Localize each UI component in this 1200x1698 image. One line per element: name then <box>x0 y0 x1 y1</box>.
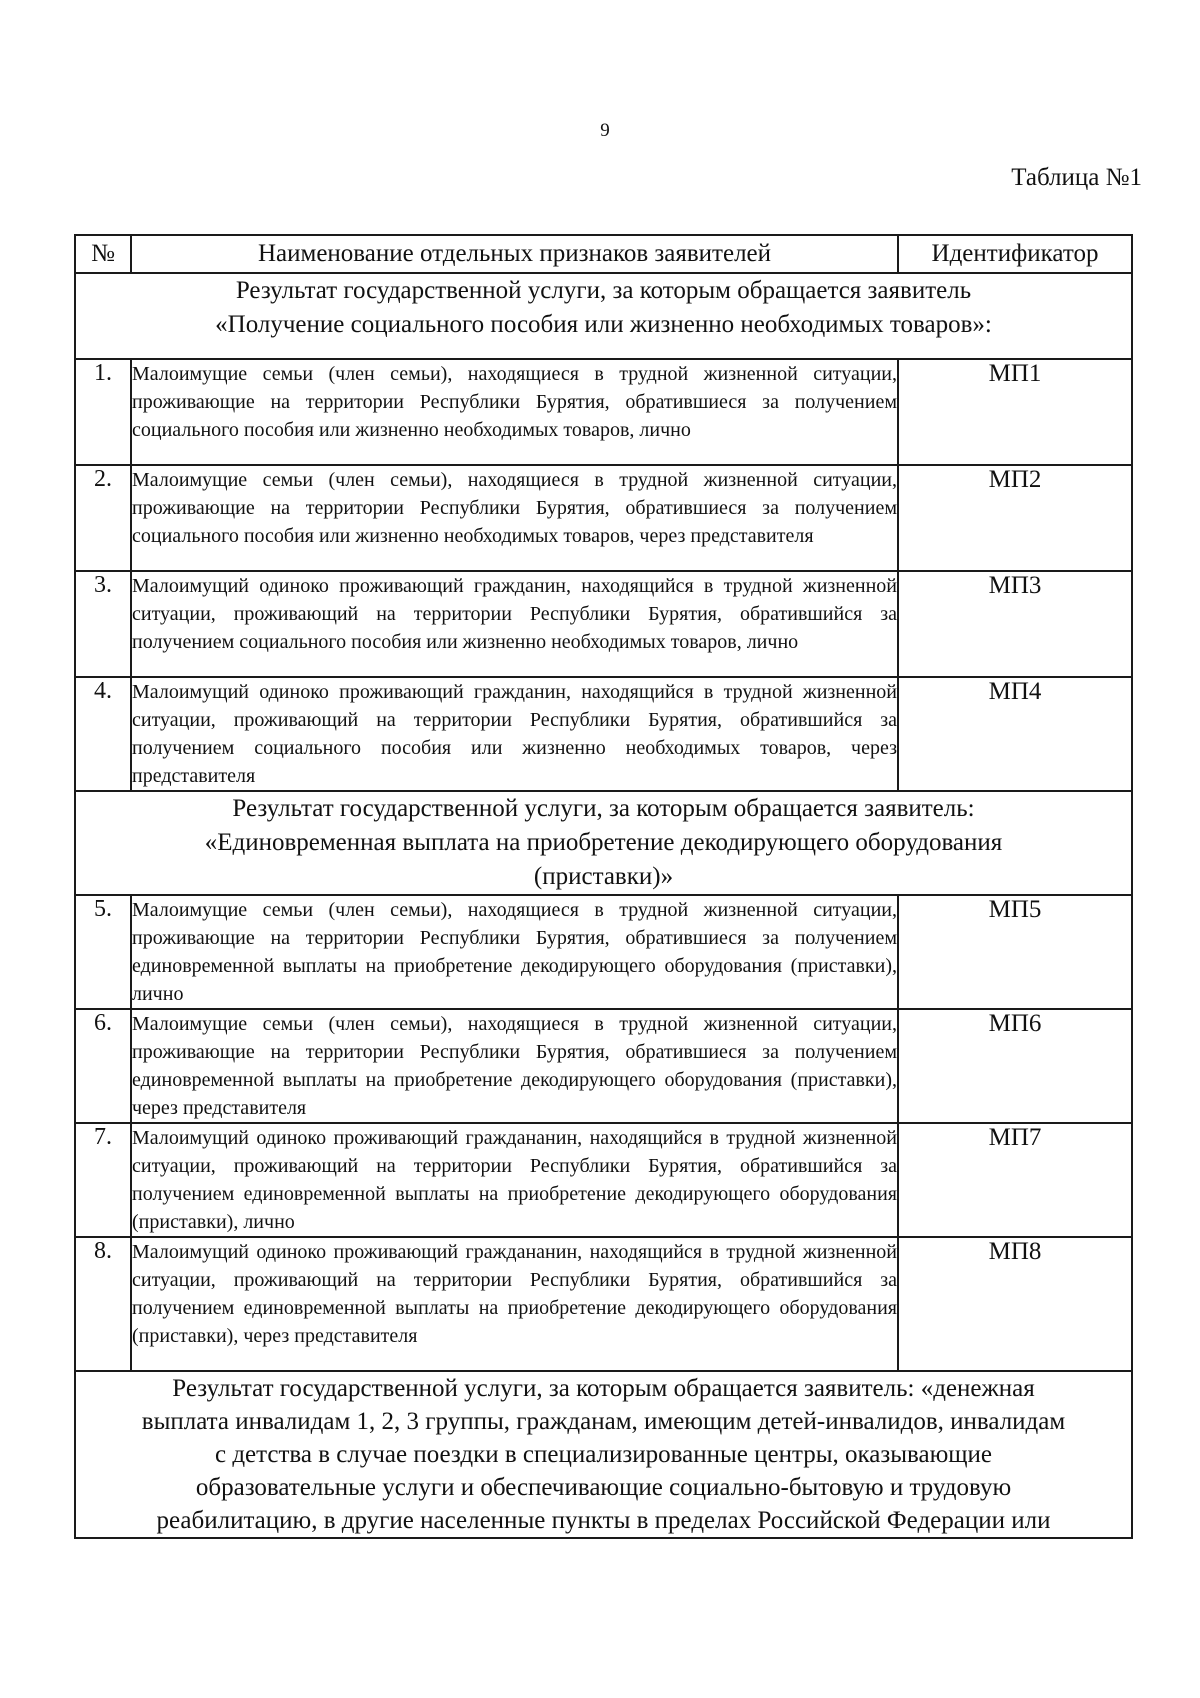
row-description: Малоимущий одиноко проживающий граждананин, находящийся в трудной жизненной ситуации, проживающий на территории Республики Бурятия, обратившийся за получением единовременной выплаты на приобретение декодирующего оборудования (приставки), лично <box>131 1123 898 1237</box>
row-description: Малоимущие семьи (член семьи), находящиеся в трудной жизненной ситуации, проживающие на территории Республики Бурятия, обратившиеся за получением социального пособия или жизненно необходимых товаров, лично <box>131 359 898 465</box>
section-heading-line: реабилитацию, в другие населенные пункты в пределах Российской Федерации или <box>156 1507 1051 1534</box>
header-identifier: Идентификатор <box>898 235 1132 273</box>
row-description: Малоимущий одиноко проживающий гражданин, находящийся в трудной жизненной ситуации, проживающий на территории Республики Бурятия, обратившийся за получением социального пособия или жизненно необходимых товаров, лично <box>131 571 898 677</box>
row-number: 3. <box>75 571 131 677</box>
section-heading <box>75 273 1132 359</box>
row-description: Малоимущий одиноко проживающий гражданин, находящийся в трудной жизненной ситуации, проживающий на территории Республики Бурятия, обратившийся за получением социального пособия или жизненно необходимых товаров, через представителя <box>131 677 898 791</box>
row-number: 6. <box>75 1009 131 1123</box>
section-heading-line: образовательные услуги и обеспечивающие социально-бытовую и трудовую <box>195 1474 1012 1501</box>
table-row <box>75 1009 1132 1123</box>
table-row <box>75 1123 1132 1237</box>
row-number: 4. <box>75 677 131 791</box>
row-description: Малоимущие семьи (член семьи), находящиеся в трудной жизненной ситуации, проживающие на территории Республики Бурятия, обратившиеся за получением единовременной выплаты на приобретение декодирующего оборудования (приставки), лично <box>131 895 898 1009</box>
row-identifier: МП4 <box>898 677 1132 791</box>
table-row <box>75 895 1132 1009</box>
row-description: Малоимущие семьи (член семьи), находящиеся в трудной жизненной ситуации, проживающие на территории Республики Бурятия, обратившиеся за получением единовременной выплаты на приобретение декодирующего оборудования (приставки), через представителя <box>131 1009 898 1123</box>
table-row <box>75 571 1132 677</box>
row-number: 1. <box>75 359 131 465</box>
header-num: № <box>75 235 131 273</box>
row-number: 7. <box>75 1123 131 1237</box>
table-header-row <box>75 235 1132 273</box>
row-identifier: МП7 <box>898 1123 1132 1237</box>
row-identifier: МП1 <box>898 359 1132 465</box>
row-number: 8. <box>75 1237 131 1371</box>
row-identifier: МП5 <box>898 895 1132 1009</box>
section-heading-line: «Единовременная выплата на приобретение декодирующего оборудования <box>204 829 1003 856</box>
row-identifier: МП3 <box>898 571 1132 677</box>
row-identifier: МП2 <box>898 465 1132 571</box>
section-heading-line: с детства в случае поездки в специализированные центры, оказывающие <box>214 1441 993 1468</box>
section-heading <box>75 791 1132 895</box>
table-caption: Таблица №1 <box>1011 164 1142 191</box>
section-row <box>75 273 1132 359</box>
section-heading-line: Результат государственной услуги, за которым обращается заявитель: <box>232 795 975 822</box>
header-name: Наименование отдельных признаков заявителей <box>131 235 898 273</box>
section-heading-line: (приставки)» <box>533 863 674 890</box>
row-identifier: МП6 <box>898 1009 1132 1123</box>
section-heading-line: Результат государственной услуги, за которым обращается заявитель <box>235 277 972 304</box>
page-number: 9 <box>600 120 610 141</box>
applicant-attributes-table <box>74 234 1133 1539</box>
table-row <box>75 1237 1132 1371</box>
section-row <box>75 791 1132 895</box>
row-identifier: МП8 <box>898 1237 1132 1371</box>
table-row <box>75 677 1132 791</box>
table-row <box>75 465 1132 571</box>
section-heading-line: выплата инвалидам 1, 2, 3 группы, гражданам, имеющим детей-инвалидов, инвалидам <box>141 1408 1066 1435</box>
section-heading-line: Результат государственной услуги, за которым обращается заявитель: «денежная <box>172 1375 1035 1402</box>
table-row <box>75 359 1132 465</box>
row-description: Малоимущий одиноко проживающий граждананин, находящийся в трудной жизненной ситуации, проживающий на территории Республики Бурятия, обратившийся за получением единовременной выплаты на приобретение декодирующего оборудования (приставки), через представителя <box>131 1237 898 1371</box>
row-description: Малоимущие семьи (член семьи), находящиеся в трудной жизненной ситуации, проживающие на территории Республики Бурятия, обратившиеся за получением социального пособия или жизненно необходимых товаров, через представителя <box>131 465 898 571</box>
row-number: 5. <box>75 895 131 1009</box>
section-heading <box>75 1371 1132 1538</box>
section-heading-line: «Получение социального пособия или жизненно необходимых товаров»: <box>215 311 992 338</box>
row-number: 2. <box>75 465 131 571</box>
section-row <box>75 1371 1132 1538</box>
